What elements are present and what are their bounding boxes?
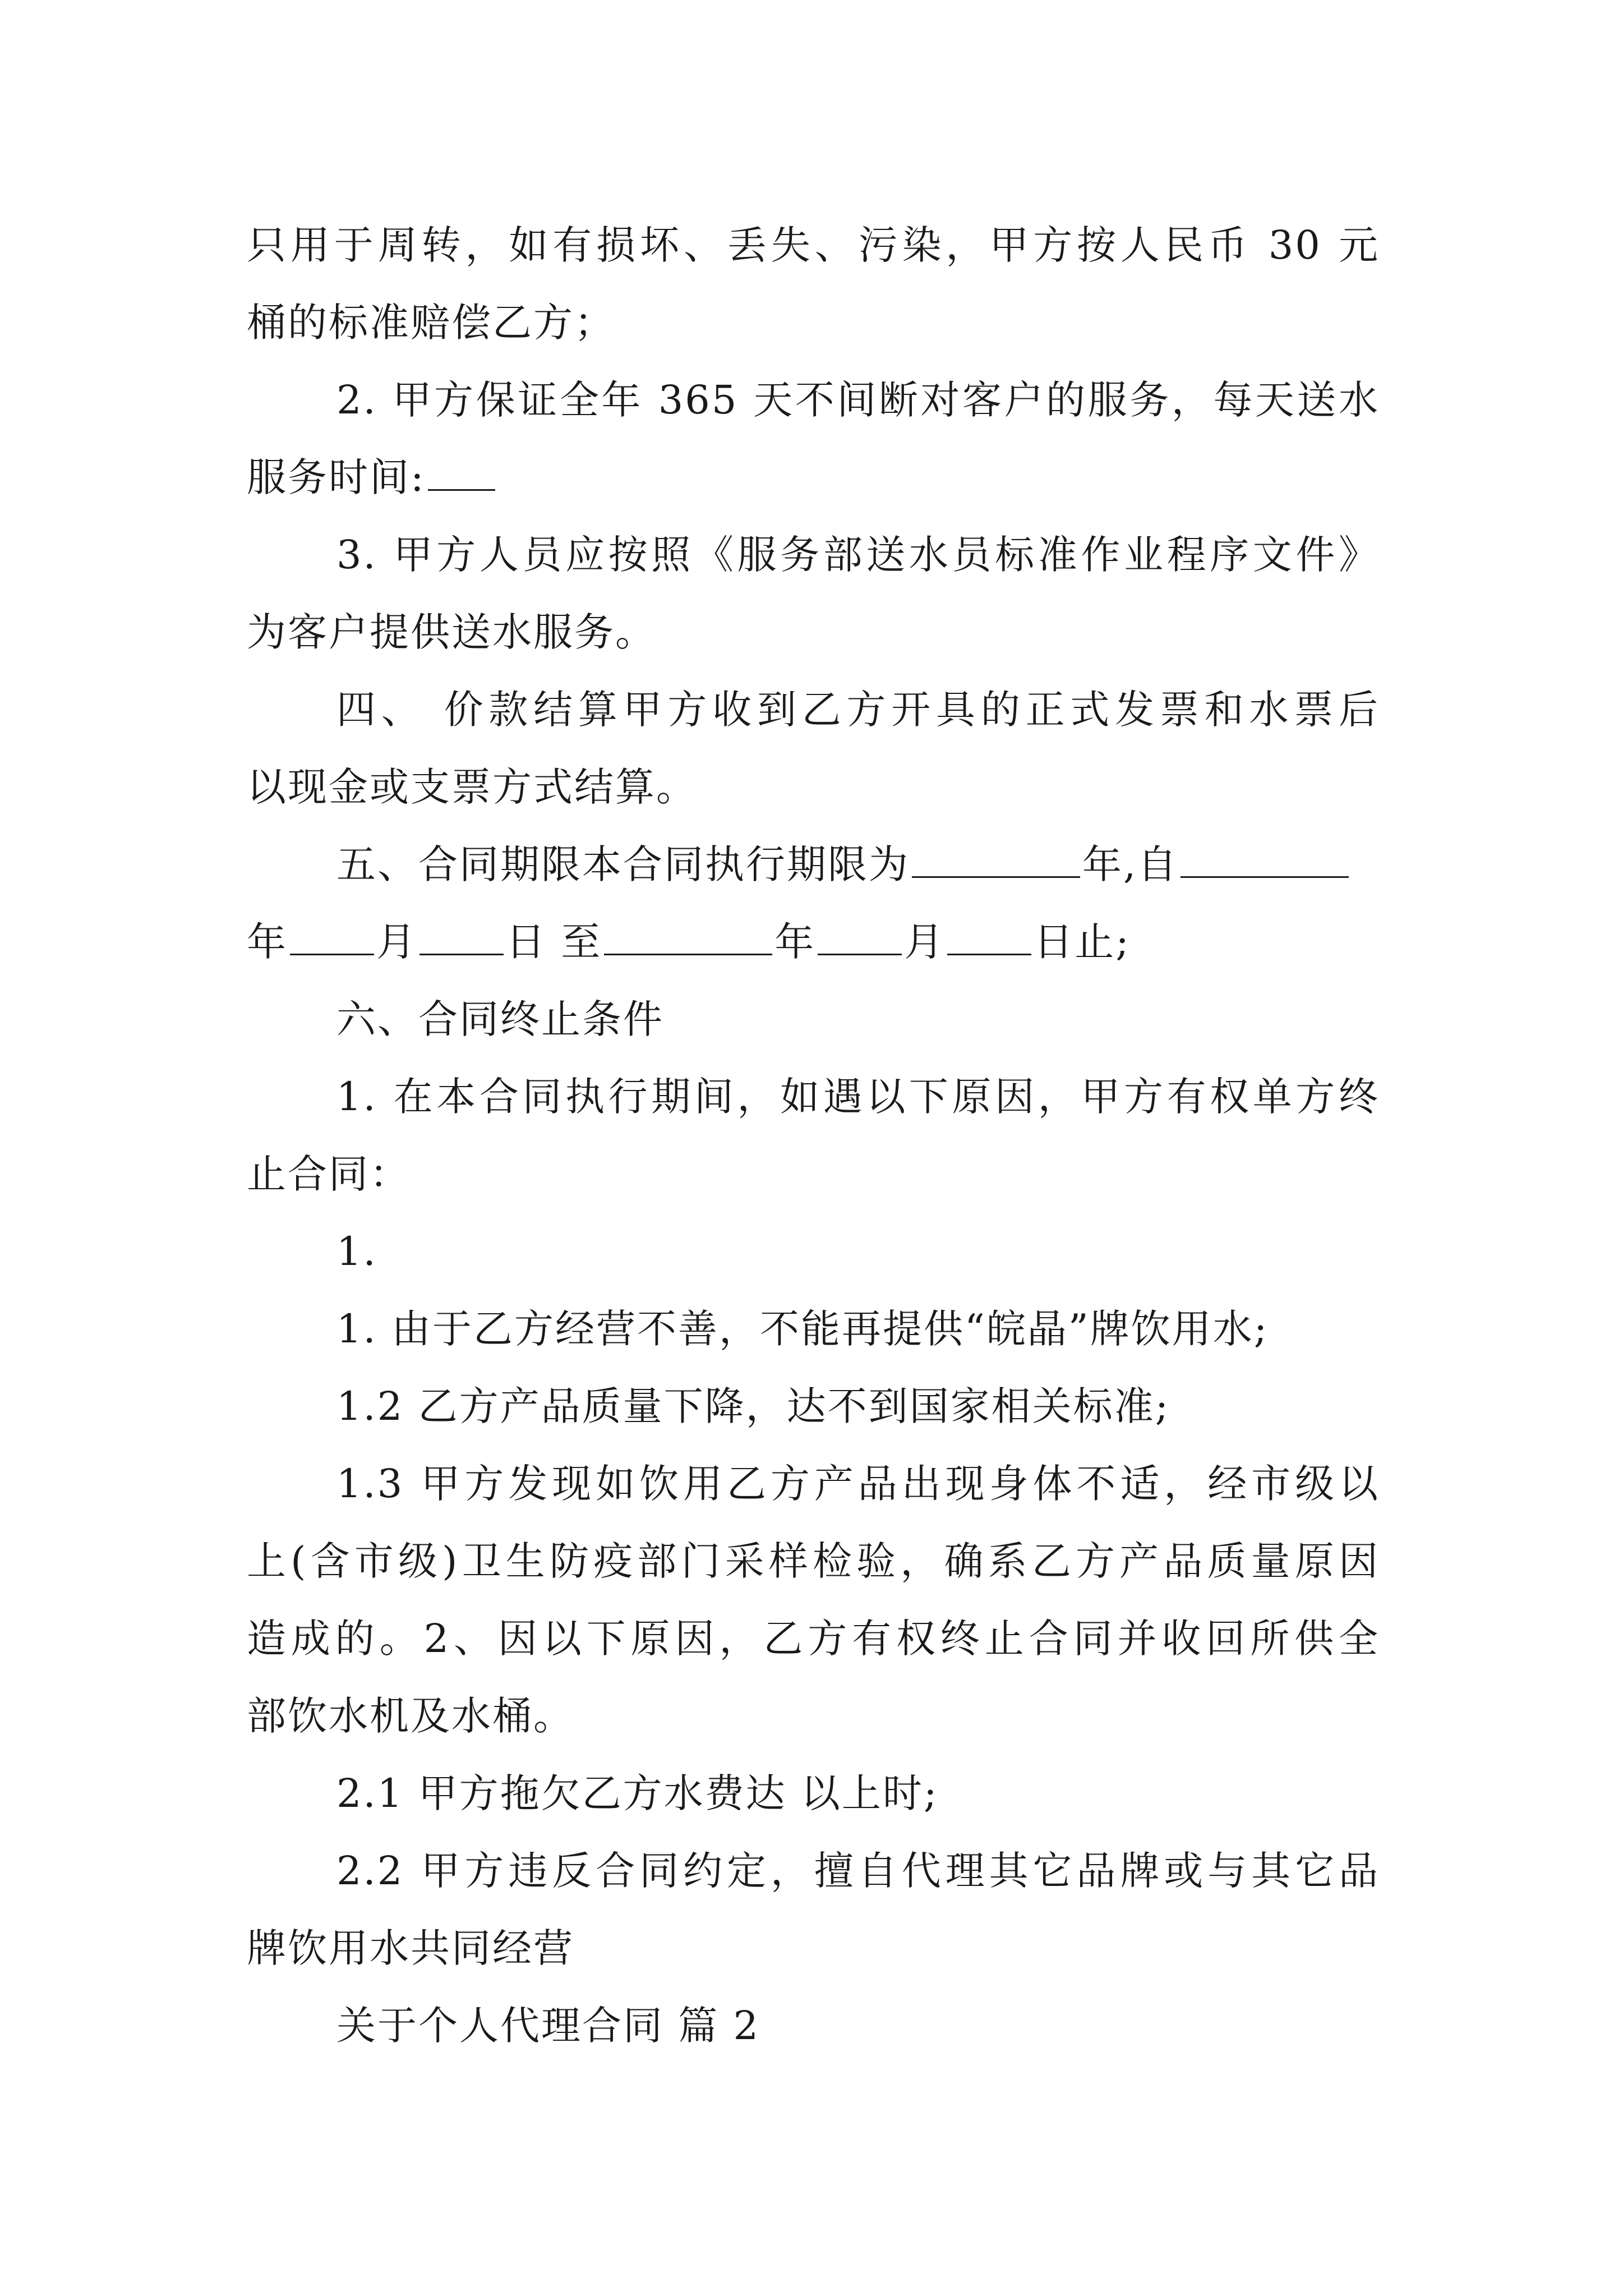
text-line: 造成的。2、因以下原因，乙方有权终止合同并收回所供全 <box>247 1616 1380 1662</box>
text-line: 上(含市级)卫生防疫部门采样检验，确系乙方产品质量原因 <box>247 1538 1380 1584</box>
fill-in-blank <box>290 920 374 955</box>
text-span: 月 <box>376 919 417 965</box>
document-body <box>247 206 1380 2064</box>
fill-in-blank <box>818 920 902 955</box>
text-span: 月 <box>904 919 946 965</box>
text-span: 年,自 <box>1082 841 1179 887</box>
text-line: 部饮水机及水桶。 <box>247 1693 574 1739</box>
text-span: 五、合同期限本合同执行期限为 <box>336 841 910 887</box>
text-line: 只用于周转，如有损坏、丢失、污染，甲方按人民币 30 元 <box>247 222 1380 268</box>
text-line: 止合同： <box>247 1151 411 1197</box>
text-line: 3. 甲方人员应按照《服务部送水员标准作业程序文件》 <box>336 532 1380 578</box>
text-line: 2.2 甲方违反合同约定，擅自代理其它品牌或与其它品 <box>336 1848 1380 1894</box>
text-line: 为客户提供送水服务。 <box>247 609 656 655</box>
fill-in-blank <box>912 843 1080 878</box>
text-line <box>247 903 1380 981</box>
fill-in-blank <box>947 920 1031 955</box>
text-line <box>247 439 1380 516</box>
text-line: 1. 在本合同执行期间，如遇以下原因，甲方有权单方终 <box>336 1074 1380 1120</box>
text-line: 牌饮用水共同经营 <box>247 1925 574 1971</box>
text-span: 日 至 <box>506 919 602 965</box>
text-line <box>247 826 1380 903</box>
text-line: 1. 由于乙方经营不善，不能再提供“皖晶”牌饮用水; <box>336 1306 1269 1352</box>
text-line: 四、 价款结算甲方收到乙方开具的正式发票和水票后 <box>336 687 1380 733</box>
text-line: 以现金或支票方式结算。 <box>247 764 697 810</box>
fill-in-blank <box>419 920 504 955</box>
text-line: 1.3 甲方发现如饮用乙方产品出现身体不适，经市级以 <box>336 1461 1380 1507</box>
text-line: 1.2 乙方产品质量下降，达不到国家相关标准; <box>336 1383 1170 1429</box>
text-line: 2.1 甲方拖欠乙方水费达 以上时; <box>336 1770 939 1816</box>
text-line: 1. <box>336 1228 377 1274</box>
text-line: 2. 甲方保证全年 365 天不间断对客户的服务，每天送水 <box>336 377 1380 423</box>
section-heading: 关于个人代理合同 篇 2 <box>336 2003 760 2049</box>
text-span: 年 <box>247 919 288 965</box>
section-heading: 六、合同终止条件 <box>336 996 664 1042</box>
fill-in-blank <box>604 920 772 955</box>
text-line: 桶的标准赔偿乙方； <box>247 300 615 346</box>
text-span: 服务时间: <box>247 454 426 500</box>
fill-in-blank <box>428 455 495 491</box>
fill-in-blank <box>1181 843 1349 878</box>
text-span: 日止; <box>1034 919 1131 965</box>
text-span: 年 <box>774 919 816 965</box>
